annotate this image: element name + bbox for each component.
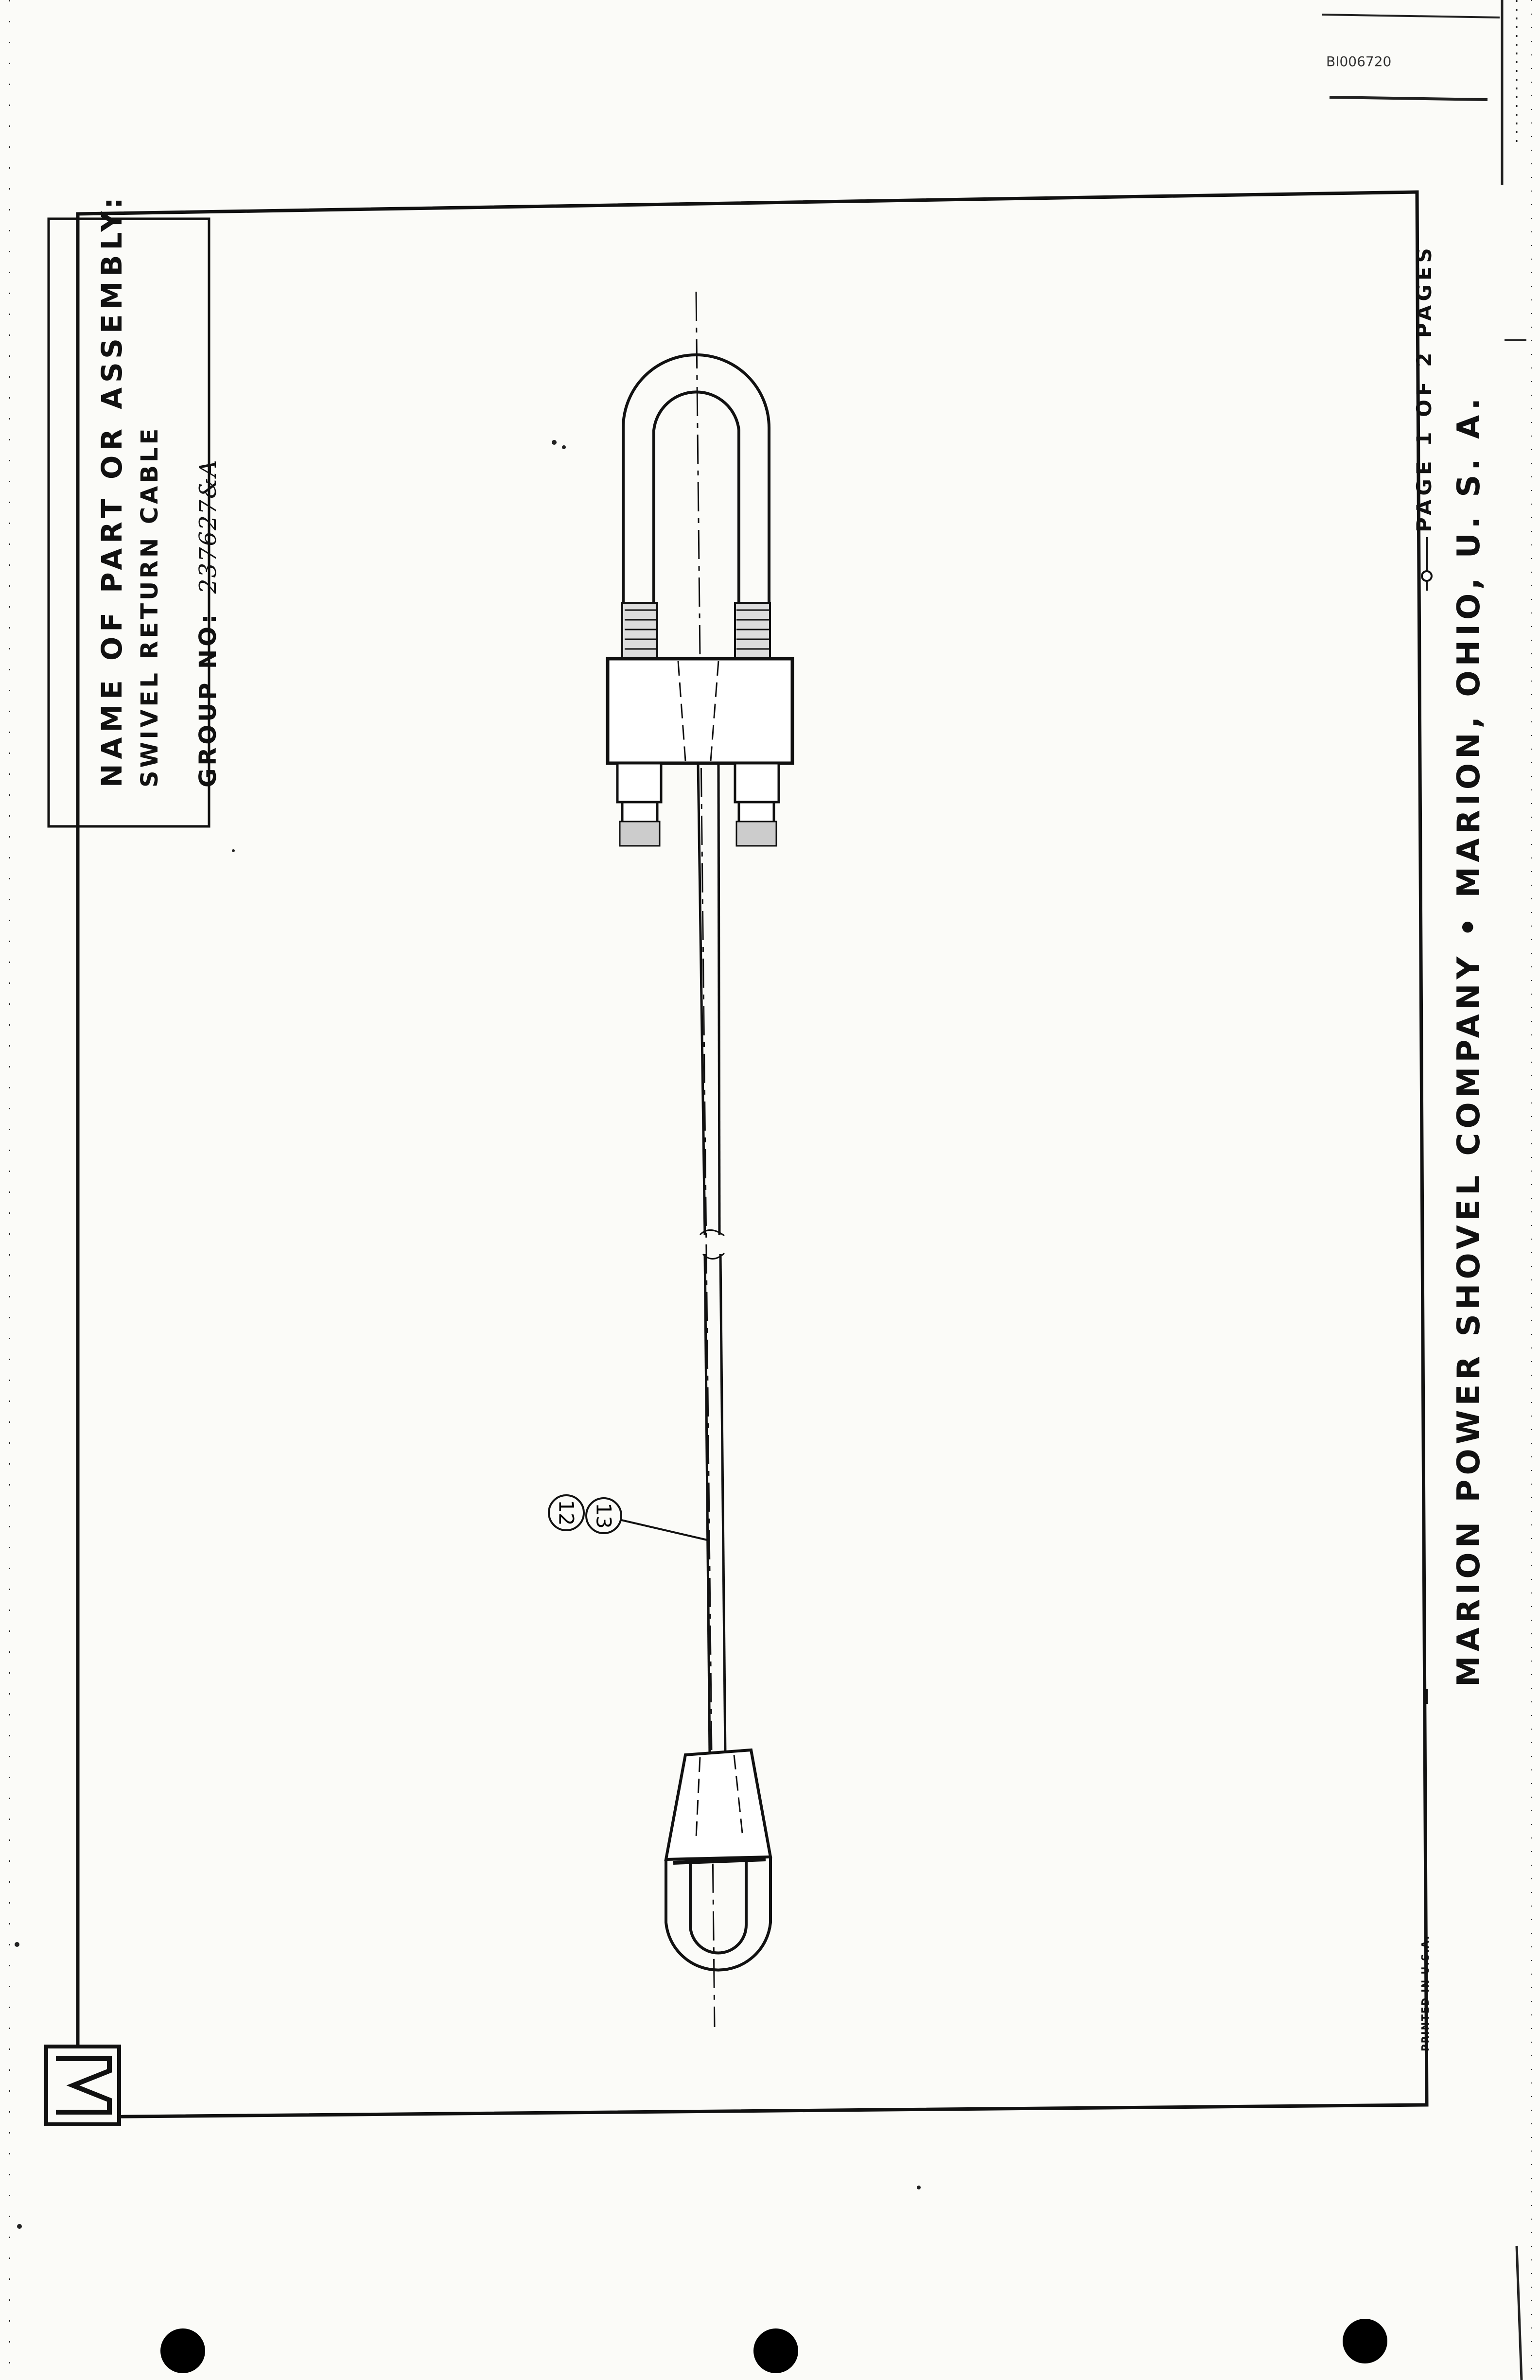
group-label: GROUP NO: xyxy=(194,611,222,788)
u-bolt-shackle xyxy=(622,355,770,671)
title-block-box xyxy=(49,219,209,826)
title-block-part-name: SWIVEL RETURN CABLE xyxy=(136,425,163,788)
document-id: BI006720 xyxy=(1326,53,1392,70)
punch-hole-right xyxy=(1343,2319,1387,2363)
printed-in-usa: PRINTED IN U.S.A. xyxy=(1419,1935,1431,2051)
corner-marks xyxy=(10,0,1531,2380)
title-block-heading: NAME OF PART OR ASSEMBLY: xyxy=(95,192,128,788)
socket-thimble-end xyxy=(666,1750,770,1970)
company-logo xyxy=(46,2047,119,2124)
company-address: MARION POWER SHOVEL COMPANY • MARION, OHIO, U. S. A. xyxy=(1451,394,1487,1687)
clamp-block xyxy=(608,659,792,763)
callout-leader xyxy=(607,1517,707,1540)
punch-hole-center xyxy=(753,2328,798,2373)
title-block-group xyxy=(194,459,222,788)
group-number: 237627&A xyxy=(194,459,222,594)
punch-hole-left xyxy=(160,2328,205,2373)
callout-13: 13 xyxy=(592,1503,616,1529)
callout-12: 12 xyxy=(554,1500,578,1526)
page-indicator: PAGE 1 OF 2 PAGES xyxy=(1412,244,1436,532)
